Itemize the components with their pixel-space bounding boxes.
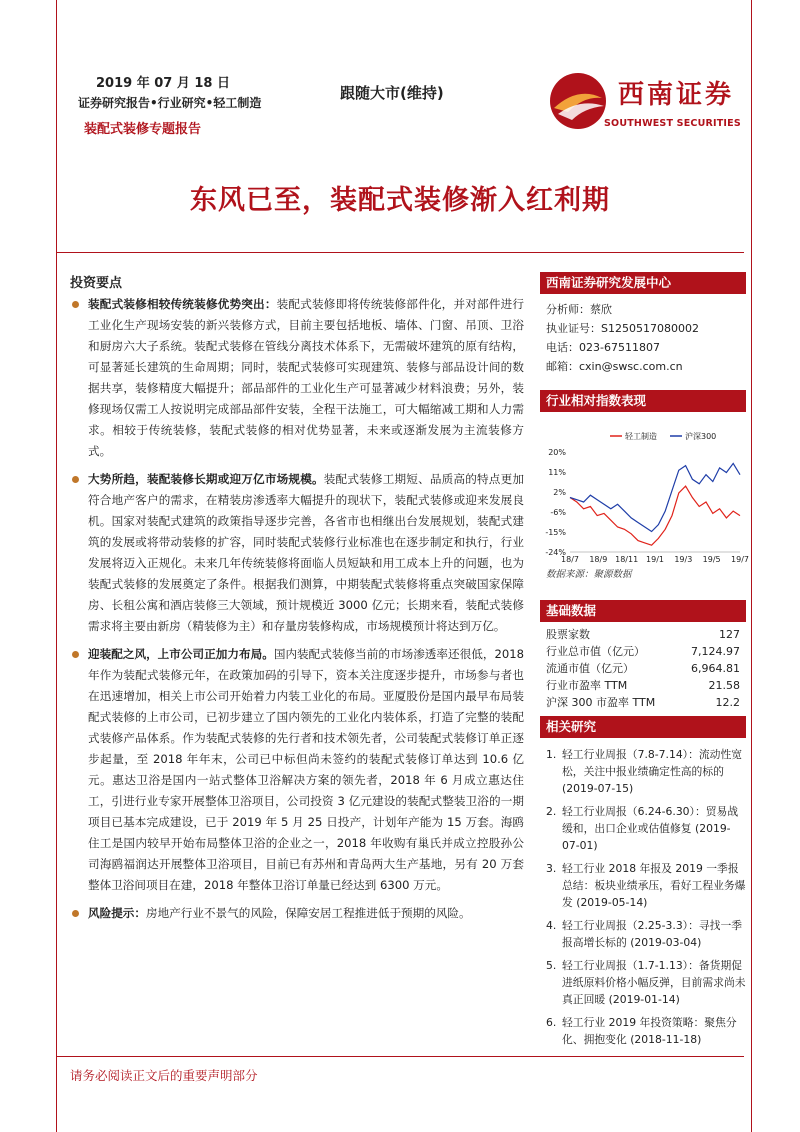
x-tick-label: 19/3 <box>674 555 693 564</box>
basic-data-label: 股票家数 <box>546 628 590 641</box>
basic-data-value: 127 <box>719 628 740 641</box>
related-text: 轻工行业周报（2.25-3.3）：寻找一季报高增长标的 (2019-03-04) <box>562 919 743 949</box>
bullet-icon <box>72 910 79 917</box>
basic-data-row <box>540 677 746 694</box>
basic-data-value: 21.58 <box>708 679 740 692</box>
highlight-item <box>72 903 524 924</box>
highlight-text: 国内装配式装修当前的市场渗透率还很低，2018 年作为装配式装修元年，在政策加码的引导下，资本关注度逐步提升，市场参与者也在迅速增加，相关上市公司开始着力内装工业化的布局。亚厦股份是国内最早布局装配式装修的上市公司，已初步建立了国内领先的工业化内装体系，打造了完整的装配式装修产品体系。作为装配式装修的先行者和技术领先者，公司装配式装修订单正逐步起量，至 2018 年年末，公司已中标但尚未签约的装配式装修订单达到 10.6 亿元。惠达卫浴是国内一站式整体卫浴解决方案的领先者，2018 年 6 月成立惠达住工，引进行业专家开展整体卫浴项目，公司投资 3 亿元建设的装配式整装卫浴的一期项目已基本完成建设，已于 2019 年 5 月 25 日投产，计划年产能为 15 万套。海鸥住工是国内较早开始布局整体卫浴的企业之一，2018 年收购有巢氏并成立控股孙公司海鸥福润达开展整体卫浴项目，目前已有苏州和青岛两大生产基地，另有 20 万套整体卫浴间项目在建，2018 年整体卫浴订单量已经达到 6300 万元。 <box>88 647 524 892</box>
related-num: 3. <box>546 862 557 875</box>
related-item[interactable] <box>540 860 746 911</box>
logo-text-en: SOUTHWEST SECURITIES <box>604 118 741 129</box>
report-date: 2019 年 07 月 18 日 <box>96 76 230 91</box>
report-type: 证券研究报告•行业研究•轻工制造 <box>78 96 262 110</box>
chart-title: 行业相对指数表现 <box>540 390 746 412</box>
related-text: 轻工行业周报（6.24-6.30）：贸易战缓和，出口企业或估值修复 (2019-07-01) <box>562 805 739 852</box>
related-num: 4. <box>546 919 557 932</box>
sidebar-basic-data <box>540 600 746 711</box>
basic-data-value: 7,124.97 <box>691 645 740 658</box>
basic-data-row <box>540 660 746 677</box>
related-num: 5. <box>546 959 557 972</box>
x-tick-label: 18/9 <box>589 555 608 564</box>
y-tick-label: -15% <box>545 528 566 537</box>
highlight-item <box>72 294 524 462</box>
sidebar-analyst <box>540 272 746 376</box>
x-tick-label: 18/11 <box>615 555 639 564</box>
x-tick-label: 18/7 <box>561 555 579 564</box>
footer-disclaimer: 请务必阅读正文后的重要声明部分 <box>70 1068 258 1083</box>
y-tick-label: -24% <box>545 548 566 557</box>
highlight-text: 房地产行业不景气的风险，保障安居工程推进低于预期的风险。 <box>145 906 471 920</box>
legend-label: 沪深300 <box>685 432 717 441</box>
analyst-license: 执业证号：S1250517080002 <box>546 322 699 335</box>
research-center-title: 西南证券研究发展中心 <box>540 272 746 294</box>
report-title: 东风已至，装配式装修渐入红利期 <box>190 185 610 216</box>
related-item[interactable] <box>540 746 746 797</box>
investment-highlights <box>72 294 524 931</box>
title-divider <box>56 252 744 253</box>
basic-data-label: 行业总市值（亿元） <box>546 645 645 658</box>
basic-data-label: 沪深 300 市盈率 TTM <box>546 696 656 709</box>
series-line <box>570 486 740 545</box>
basic-data-title: 基础数据 <box>540 600 746 622</box>
rating: 跟随大市(维持) <box>340 84 444 102</box>
basic-data-label: 行业市盈率 TTM <box>546 679 628 692</box>
related-text: 轻工行业 2019 年投资策略：聚焦分化、拥抱变化 (2018-11-18) <box>562 1016 737 1046</box>
left-margin-line <box>56 0 57 1132</box>
section-title: 投资要点 <box>70 276 123 291</box>
related-item[interactable] <box>540 957 746 1008</box>
related-text: 轻工行业周报（1.7-1.13）：备货期促进纸原料价格小幅反弹，目前需求尚未真正回暖 (2019-01-14) <box>562 959 746 1006</box>
highlight-text: 装配式装修即将传统装修部件化，并对部件进行工业化生产现场安装的新兴装修方式，目前主要包括地板、墙体、门窗、吊顶、卫浴和厨房六大子系统。装配式装修在管线分离技术体系下，无需破坏建筑的原有结构，可显著延长建筑的生命周期；同时，装配式装修可实现建筑、装修与部品设计间的数据共享，装修精度大幅提升；部品部件的工业化生产可显著减少材料浪费；另外，装修现场仅需工人按说明完成部品部件安装，全程干法施工，可大幅缩减工期和人力需求。相较于传统装修，装配式装修的相对优势显著，未来或逐渐发展为主流装修方式。 <box>88 297 524 458</box>
y-tick-label: 2% <box>553 488 566 497</box>
related-item[interactable] <box>540 1014 746 1048</box>
highlight-item <box>72 644 524 896</box>
highlight-lead: 风险提示： <box>88 906 146 920</box>
related-num: 6. <box>546 1016 557 1029</box>
highlight-lead: 大势所趋，装配装修长期或迎万亿市场规模。 <box>88 472 324 486</box>
x-tick-label: 19/7 <box>731 555 749 564</box>
x-tick-label: 19/1 <box>646 555 664 564</box>
basic-data-value: 12.2 <box>715 696 740 709</box>
right-margin-line <box>751 0 752 1132</box>
highlight-lead: 迎装配之风，上市公司正加力布局。 <box>88 647 274 661</box>
analyst-name: 分析师：蔡欣 <box>546 303 612 316</box>
y-tick-label: -6% <box>550 508 566 517</box>
relative-index-chart <box>540 412 749 564</box>
legend-label: 轻工制造 <box>625 432 657 441</box>
highlight-text: 装配式装修工期短、品质高的特点更加符合地产客户的需求，在精装房渗透率大幅提升的现状下，装配式装修或迎来发展良机。国家对装配式建筑的政策指导逐步完善，各省市也相继出台发展规划，装配式建筑的发展或将带动装修的扩容，同时装配式装修行业标准也在逐步制定和执行，行业发展将迈入正规化。未来几年传统装修将面临人员短缺和用工成本上升的问题，也为装配式装修的发展奠定了条件。根据我们测算，中期装配式装修将重点突破国家保障房、长租公寓和酒店装修三大领域，预计规模近 3000 亿元；长期来看，装配式装修需求将主要由新房（精装修为主）和存量房装修构成，市场规模预计将达到万亿。 <box>88 472 524 633</box>
highlight-lead: 装配式装修相较传统装修优势突出： <box>88 297 277 311</box>
x-tick-label: 19/5 <box>702 555 721 564</box>
related-item[interactable] <box>540 917 746 951</box>
sidebar-related <box>540 716 746 1054</box>
related-text: 轻工行业周报（7.8-7.14）：流动性宽松，关注中报业绩确定性高的标的 (2019-07-15) <box>562 748 743 795</box>
chart-source: 数据来源：聚源数据 <box>546 569 632 580</box>
highlight-item <box>72 469 524 637</box>
related-item[interactable] <box>540 803 746 854</box>
related-text: 轻工行业 2018 年报及 2019 一季报总结：板块业绩承压，看好工程业务爆发 (2019-05-14) <box>562 862 746 909</box>
report-topic: 装配式装修专题报告 <box>84 122 202 137</box>
series-line <box>570 463 740 531</box>
bullet-icon <box>72 651 79 658</box>
y-tick-label: 11% <box>548 468 566 477</box>
basic-data-row <box>540 643 746 660</box>
analyst-email[interactable]: 邮箱：cxin@swsc.com.cn <box>546 360 683 373</box>
related-num: 2. <box>546 805 557 818</box>
basic-data-row <box>540 626 746 643</box>
basic-data-label: 流通市值（亿元） <box>546 662 634 675</box>
basic-data-row <box>540 694 746 711</box>
bullet-icon <box>72 301 79 308</box>
footer-divider <box>56 1056 744 1057</box>
analyst-phone: 电话：023-67511807 <box>546 341 660 354</box>
related-research-title: 相关研究 <box>540 716 746 738</box>
y-tick-label: 20% <box>548 448 566 457</box>
bullet-icon <box>72 476 79 483</box>
logo-text-cn: 西南证券 <box>618 80 735 110</box>
basic-data-value: 6,964.81 <box>691 662 740 675</box>
related-num: 1. <box>546 748 557 761</box>
sidebar-chart <box>540 390 749 580</box>
